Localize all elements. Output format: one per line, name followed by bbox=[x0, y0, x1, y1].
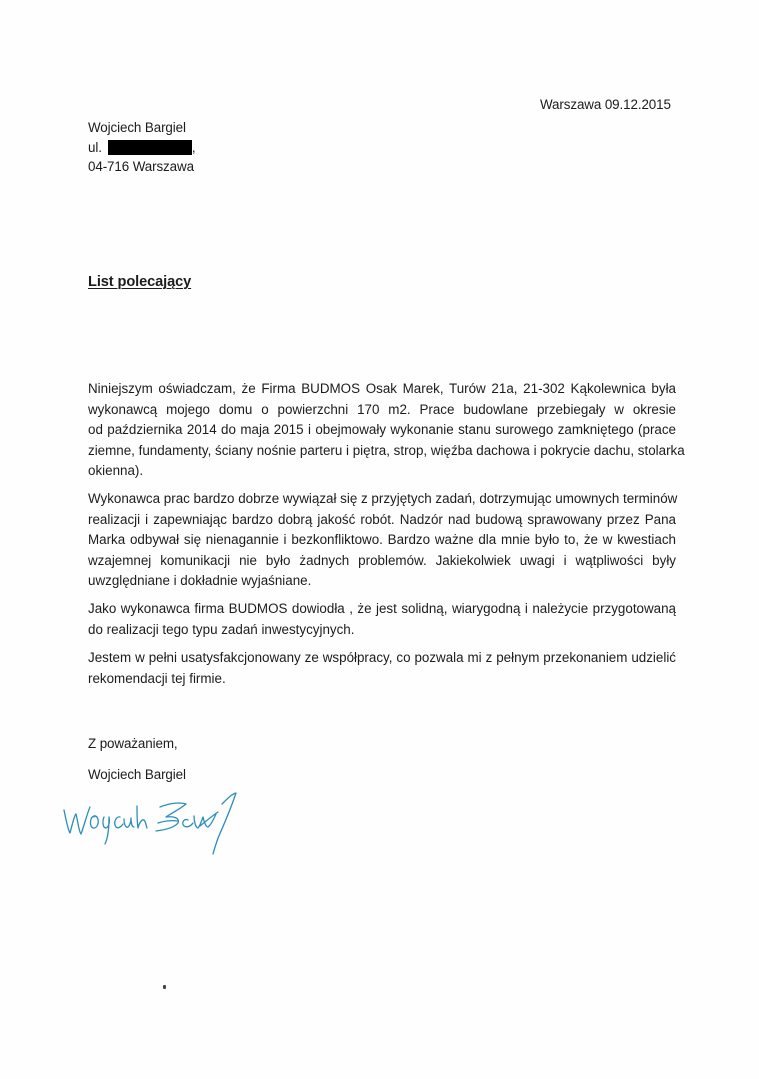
paragraph-line: Niniejszym oświadczam, że Firma BUDMOS Osak Marek, Turów 21a, 21-302 Kąkolewnica była bbox=[88, 381, 676, 396]
paragraph-line: ziemne, fundamenty, ściany nośnie parteru i piętra, strop, więźba dachowa i pokrycie dachu, stolarka bbox=[88, 442, 685, 458]
letter-title: List polecający bbox=[88, 274, 192, 290]
date-line: Warszawa 09.12.2015 bbox=[540, 97, 671, 112]
paragraph-line: wzajemnej komunikacji nie było żadnych problemów. Jakiekolwiek uwagi i wątpliwości były bbox=[88, 552, 676, 568]
paragraph-3 bbox=[88, 599, 676, 640]
paragraph-line: realizacji i zapewniając bardzo dobrą jakość robót. Nadzór nad budową sprawowany przez Pana bbox=[88, 511, 676, 527]
street-prefix: ul. bbox=[88, 140, 102, 155]
scan-speck bbox=[163, 985, 166, 989]
paragraph-line: okienna). bbox=[88, 463, 144, 478]
handwritten-signature bbox=[60, 790, 300, 865]
paragraph-line: rekomendacji tej firmie. bbox=[88, 670, 226, 686]
paragraph-2 bbox=[88, 489, 676, 592]
sender-street bbox=[88, 139, 195, 157]
paragraph-line: Wykonawca prac bardzo dobrze wywiązał się z przyjętych zadań, dotrzymując umownych terminów bbox=[88, 491, 678, 506]
paragraph-line: uwzględniane i dokładnie wyjaśniane. bbox=[88, 573, 312, 588]
paragraph-line: Marka odbywał się nienagannie i bezkonfliktowo. Bardzo ważne dla mnie było to, że w kwestiach bbox=[88, 532, 676, 547]
paragraph-line: Jako wykonawca firma BUDMOS dowiodła , że jest solidną, wiarygodną i należycie przygotowaną bbox=[88, 601, 676, 616]
street-suffix: , bbox=[191, 140, 196, 155]
paragraph-4 bbox=[88, 648, 676, 689]
signatory-name: Wojciech Bargiel bbox=[88, 767, 186, 782]
paragraph-line: Jestem w pełni usatysfakcjonowany ze współpracy, co pozwala mi z pełnym przekonaniem udzielić bbox=[88, 650, 676, 665]
sender-city: 04-716 Warszawa bbox=[88, 159, 194, 174]
paragraph-line: od października 2014 do maja 2015 i obejmowały wykonanie stanu surowego zamkniętego (prace bbox=[88, 422, 676, 437]
sender-name: Wojciech Bargiel bbox=[88, 120, 186, 135]
paragraph-1 bbox=[88, 379, 685, 482]
closing-phrase: Z poważaniem, bbox=[88, 736, 178, 751]
redacted-address-block bbox=[108, 140, 192, 155]
paragraph-line: wykonawcą mojego domu o powierzchni 170 m2. Prace budowlane przebiegały w okresie bbox=[88, 401, 676, 417]
paragraph-line: do realizacji tego typu zadań inwestycyjnych. bbox=[88, 621, 355, 637]
